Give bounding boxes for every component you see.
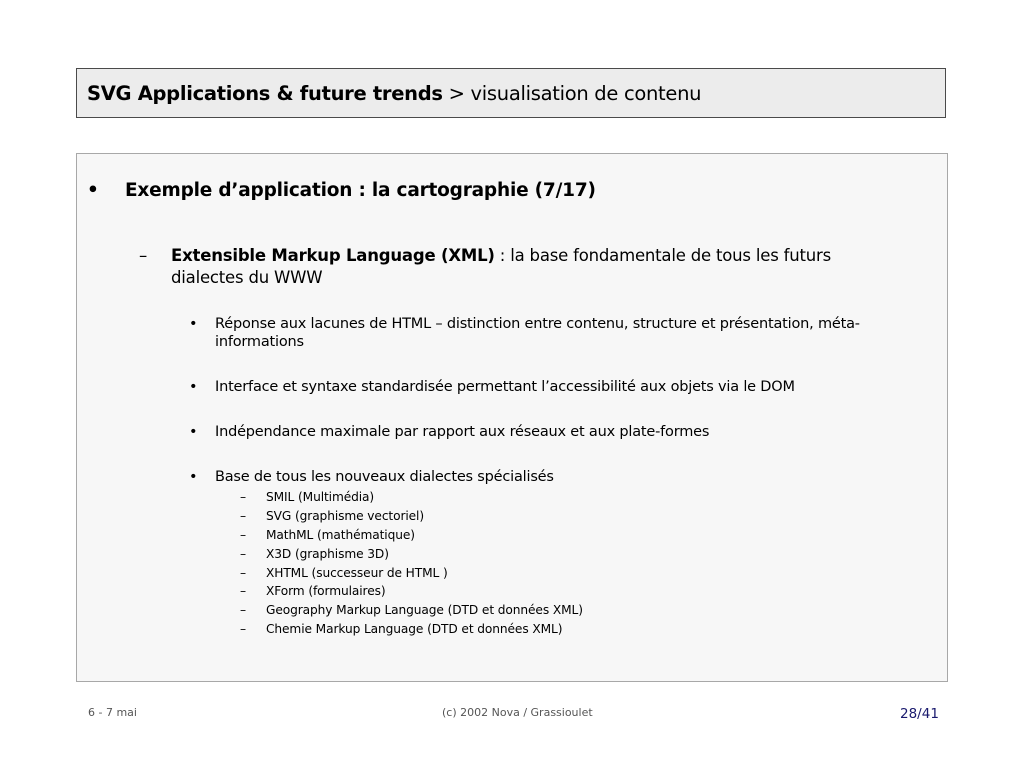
bullet-item-text: Indépendance maximale par rapport aux réseaux et aux plate-formes: [215, 424, 710, 440]
bullet-marker: •: [189, 379, 198, 395]
main-bullet-marker: •: [87, 180, 99, 201]
bullet-item-text-line2: informations: [215, 334, 304, 350]
footer-copyright: (c) 2002 Nova / Grassioulet: [442, 706, 593, 719]
footer-date: 6 - 7 mai: [88, 706, 137, 719]
dialect-dash: –: [240, 509, 246, 523]
dialect-dash: –: [240, 566, 246, 580]
bullet-item-text: Réponse aux lacunes de HTML – distinction entre contenu, structure et présentation, méta-: [215, 316, 860, 332]
slide-title: [76, 68, 946, 118]
dialect-item: MathML (mathématique): [266, 528, 415, 542]
slide-title-section: > visualisation de contenu: [442, 81, 702, 105]
sub-heading-line2: dialectes du WWW: [171, 268, 323, 287]
bullet-marker: •: [189, 424, 198, 440]
sub-heading-rest: : la base fondamentale de tous les futurs: [494, 246, 832, 265]
dialect-dash: –: [240, 584, 246, 598]
dialect-item: Chemie Markup Language (DTD et données XML): [266, 622, 563, 636]
dialect-dash: –: [240, 490, 246, 504]
sub-heading-bold: Extensible Markup Language (XML): [171, 246, 495, 265]
main-heading: Exemple d’application : la cartographie (7/17): [125, 180, 596, 201]
page-number: 28/41: [900, 706, 939, 722]
sub-heading: [171, 246, 831, 265]
dialect-dash: –: [240, 528, 246, 542]
bullet-marker: •: [189, 316, 198, 332]
dialect-dash: –: [240, 603, 246, 617]
dialect-item: Geography Markup Language (DTD et données XML): [266, 603, 583, 617]
dialect-item: XHTML (successeur de HTML ): [266, 566, 448, 580]
dialect-dash: –: [240, 547, 246, 561]
dialect-item: SMIL (Multimédia): [266, 490, 375, 504]
dialect-item: SVG (graphisme vectoriel): [266, 509, 424, 523]
bullet-item-text: Base de tous les nouveaux dialectes spécialisés: [215, 469, 554, 485]
bullet-item-text: Interface et syntaxe standardisée permettant l’accessibilité aux objets via le DOM: [215, 379, 795, 395]
dialect-item: X3D (graphisme 3D): [266, 547, 389, 561]
dialect-dash: –: [240, 622, 246, 636]
slide-title-main: SVG Applications & future trends: [87, 81, 443, 105]
dialect-item: XForm (formulaires): [266, 584, 386, 598]
bullet-marker: •: [189, 469, 198, 485]
sub-dash-marker: –: [139, 246, 148, 265]
slide-content: [76, 153, 948, 682]
